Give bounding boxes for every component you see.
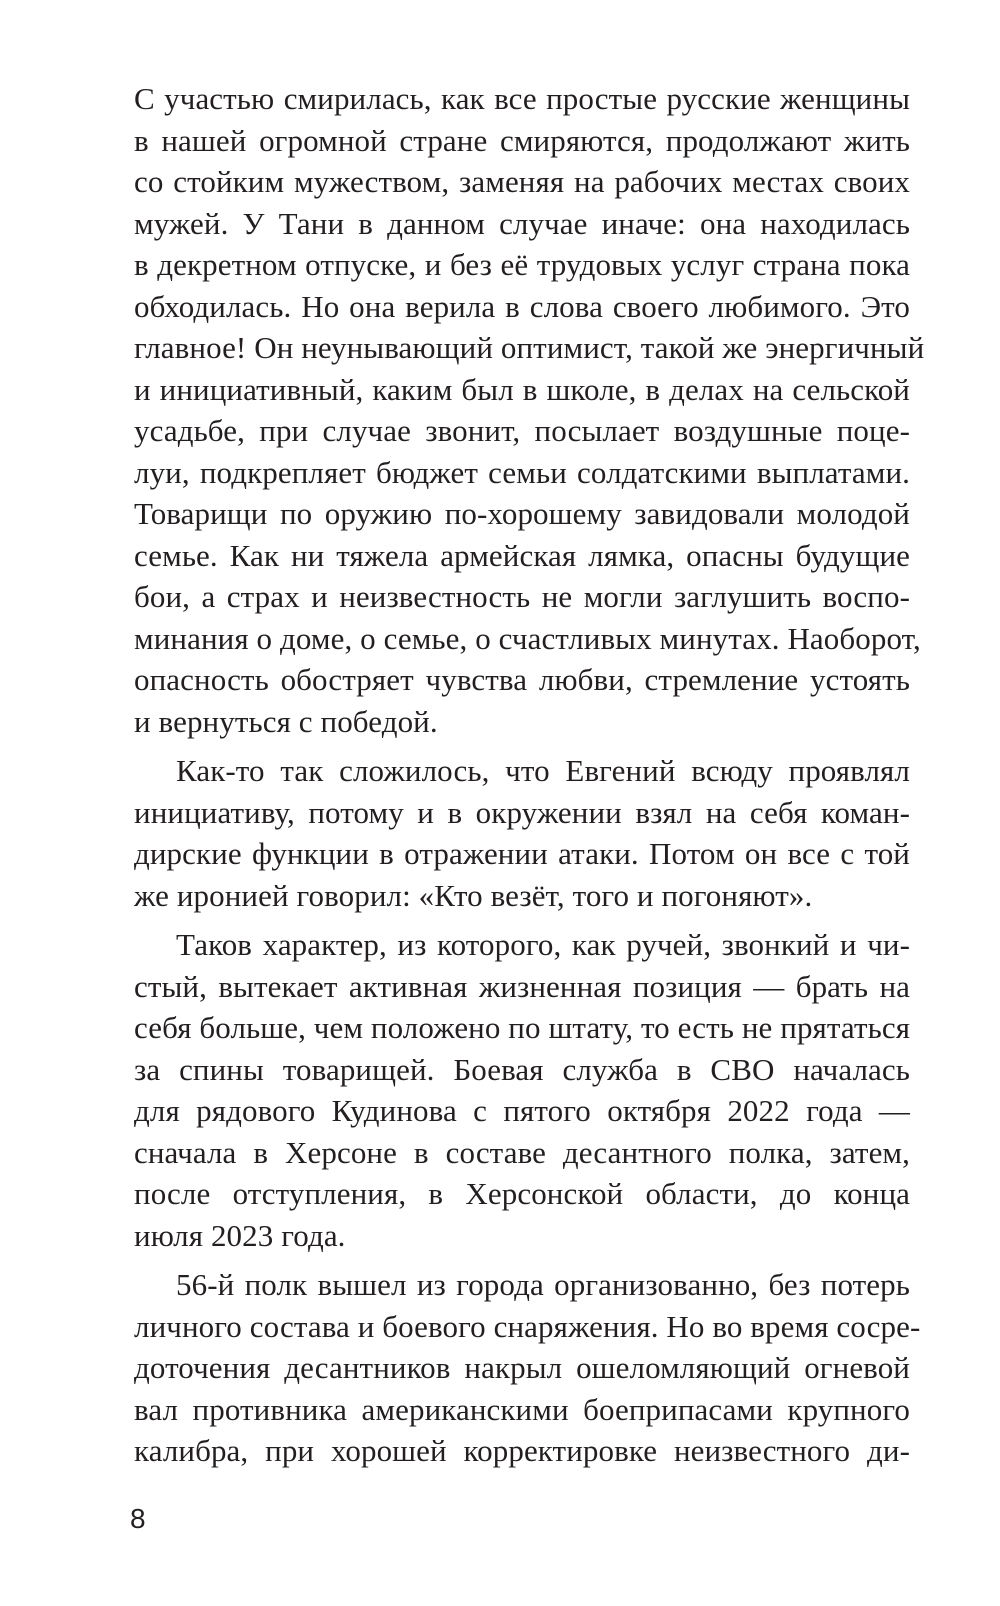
text-line: Товарищи по оружию по-хорошему завидовали молодой	[134, 496, 910, 531]
text-line: в нашей огромной стране смиряются, продолжают жить	[134, 122, 910, 158]
body-text	[134, 78, 925, 1472]
paragraph	[134, 78, 925, 742]
text-line: инициативу, потому и в окружении взял на себя коман-	[134, 794, 910, 830]
text-line: в декретном отпуске, и без её трудовых услуг страна пока	[134, 247, 910, 282]
text-line: вал противника американскими боеприпасами крупного	[134, 1391, 910, 1427]
text-line: Таков характер, из которого, как ручей, звонкий и чи-	[176, 927, 910, 962]
text-line: минания о доме, о семье, о счастливых минутах. Наоборот,	[134, 620, 921, 656]
text-line: опасность обостряет чувства любви, стремление устоять	[134, 662, 910, 697]
text-line: мужей. У Тани в данном случае иначе: она находилась	[134, 205, 910, 241]
text-line: луи, подкрепляет бюджет семьи солдатскими выплатами.	[134, 454, 910, 490]
text-line: личного состава и боевого снаряжения. Но во время сосре-	[134, 1308, 921, 1344]
text-line: главное! Он неунывающий оптимист, такой же энергичный	[134, 330, 925, 365]
text-line: после отступления, в Херсонской области, до конца	[134, 1176, 910, 1211]
text-line: и вернуться с победой.	[134, 703, 438, 739]
text-line: бои, а страх и неизвестность не могли заглушить воспо-	[134, 579, 910, 614]
paragraph	[134, 750, 910, 916]
text-line: за спины товарищей. Боевая служба в СВО началась	[134, 1051, 910, 1087]
text-line: сначала в Херсоне в составе десантного полка, затем,	[134, 1134, 910, 1170]
text-line: С участью смирилась, как все простые русские женщины	[134, 81, 910, 116]
text-line: калибра, при хорошей корректировке неизвестного ди-	[134, 1433, 910, 1468]
text-line: июля 2023 года.	[134, 1217, 346, 1253]
text-line: усадьбе, при случае звонит, посылает воздушные поце-	[134, 413, 910, 448]
text-line: стый, вытекает активная жизненная позиция — брать на	[134, 968, 910, 1004]
text-line: себя больше, чем положено по штату, то есть не прятаться	[134, 1010, 911, 1045]
page-number: 8	[130, 1503, 146, 1534]
text-line: со стойким мужеством, заменяя на рабочих местах своих	[134, 164, 910, 199]
text-line: доточения десантников накрыл ошеломляющий огневой	[134, 1350, 910, 1385]
text-line: обходилась. Но она верила в слова своего любимого. Это	[134, 288, 910, 324]
text-line: же иронией говорил: «Кто везёт, того и погоняют».	[134, 877, 813, 913]
text-line: дирские функции в отражении атаки. Потом он все с той	[134, 836, 910, 871]
text-line: для рядового Кудинова с пятого октября 2022 года —	[134, 1093, 910, 1128]
text-line: и инициативный, каким был в школе, в делах на сельской	[134, 371, 910, 407]
text-line: 56-й полк вышел из города организованно, без потерь	[176, 1267, 910, 1302]
paragraph	[134, 924, 910, 1256]
text-line: Как-то так сложилось, что Евгений всюду проявлял	[176, 753, 910, 788]
paragraph	[134, 1264, 921, 1472]
text-line: семье. Как ни тяжела армейская лямка, опасны будущие	[134, 537, 910, 573]
